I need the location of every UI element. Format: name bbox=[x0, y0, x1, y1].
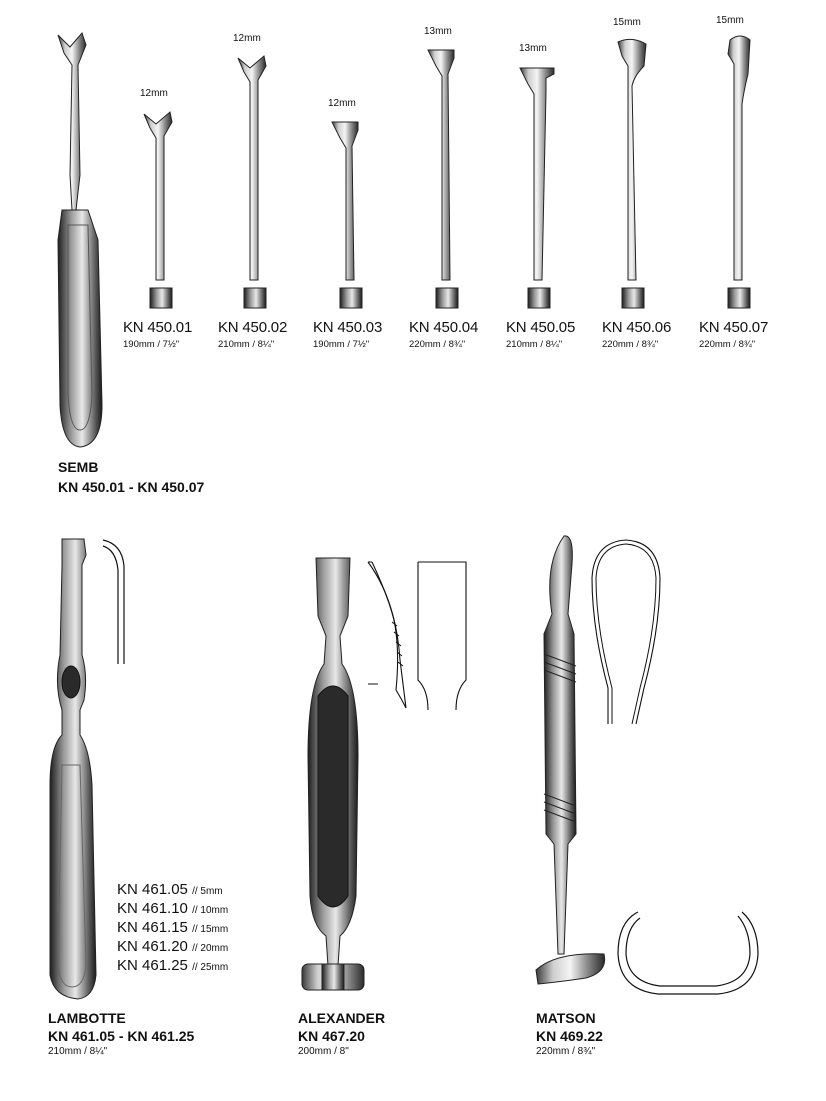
semb-elevator-base bbox=[436, 288, 458, 308]
semb-tip-size: 15mm bbox=[716, 15, 744, 26]
lambotte-option: KN 461.25 // 25mm bbox=[117, 957, 229, 974]
semb-title: SEMB bbox=[58, 459, 99, 475]
semb-item-length: 190mm / 7½" bbox=[313, 339, 370, 350]
semb-elevator-shaft bbox=[332, 122, 358, 280]
semb-item-length: 220mm / 8¾" bbox=[699, 339, 756, 350]
semb-tip-size: 13mm bbox=[424, 26, 452, 37]
semb-elevator-illustration bbox=[718, 34, 762, 310]
lambotte-option: KN 461.20 // 20mm bbox=[117, 938, 229, 955]
semb-item-code: KN 450.02 bbox=[218, 319, 288, 336]
alexander-code: KN 467.20 bbox=[298, 1028, 365, 1044]
semb-elevator-illustration bbox=[330, 118, 374, 310]
semb-elevator-shaft bbox=[520, 68, 554, 280]
semb-item-length: 220mm / 8¾" bbox=[602, 339, 659, 350]
semb-elevator-base bbox=[340, 288, 362, 308]
semb-tip-size: 12mm bbox=[140, 88, 168, 99]
semb-elevator-base bbox=[728, 288, 750, 308]
semb-elevator-illustration bbox=[612, 36, 656, 310]
semb-tip-size: 12mm bbox=[233, 33, 261, 44]
alexander-illustration bbox=[296, 556, 370, 998]
alexander-profile-drawing bbox=[366, 560, 410, 712]
semb-tip-size: 13mm bbox=[519, 43, 547, 54]
semb-item-code: KN 450.06 bbox=[602, 319, 672, 336]
lambotte-option: KN 461.15 // 15mm bbox=[117, 919, 229, 936]
alexander-length: 200mm / 8" bbox=[298, 1046, 349, 1057]
semb-handle-illustration bbox=[40, 25, 120, 455]
semb-elevator-shaft bbox=[728, 36, 750, 280]
semb-elevator-shaft bbox=[238, 56, 266, 280]
matson-hook-drawing bbox=[614, 908, 764, 1000]
semb-tip-size: 15mm bbox=[613, 17, 641, 28]
semb-elevator-base bbox=[528, 288, 550, 308]
semb-item-code: KN 450.07 bbox=[699, 319, 769, 336]
semb-elevator-shaft bbox=[144, 112, 172, 280]
semb-item-code: KN 450.05 bbox=[506, 319, 576, 336]
semb-item-length: 220mm / 8¾" bbox=[409, 339, 466, 350]
semb-item-length: 210mm / 8¼" bbox=[218, 339, 275, 350]
lambotte-title: LAMBOTTE bbox=[48, 1010, 126, 1026]
semb-elevator-illustration bbox=[140, 108, 184, 310]
semb-item-code: KN 450.04 bbox=[409, 319, 479, 336]
matson-code: KN 469.22 bbox=[536, 1028, 603, 1044]
semb-range: KN 450.01 - KN 450.07 bbox=[58, 479, 205, 495]
matson-length: 220mm / 8¾" bbox=[536, 1046, 596, 1057]
semb-elevator-base bbox=[622, 288, 644, 308]
semb-item-code: KN 450.03 bbox=[313, 319, 383, 336]
semb-item-length: 190mm / 7½" bbox=[123, 339, 180, 350]
alexander-blade-drawing bbox=[416, 560, 470, 712]
lambotte-profile-drawing bbox=[100, 536, 140, 668]
alexander-title: ALEXANDER bbox=[298, 1010, 386, 1026]
semb-elevator-shaft bbox=[618, 39, 646, 280]
semb-item-length: 210mm / 8¼" bbox=[506, 339, 563, 350]
semb-tip-size: 12mm bbox=[328, 98, 356, 109]
lambotte-option: KN 461.10 // 10mm bbox=[117, 900, 229, 917]
lambotte-length: 210mm / 8¼" bbox=[48, 1046, 108, 1057]
semb-elevator-shaft bbox=[428, 50, 454, 280]
semb-elevator-illustration bbox=[234, 52, 278, 310]
lambotte-range: KN 461.05 - KN 461.25 bbox=[48, 1028, 195, 1044]
semb-elevator-base bbox=[150, 288, 172, 308]
lambotte-option: KN 461.05 // 5mm bbox=[117, 881, 223, 898]
matson-top-drawing bbox=[590, 538, 662, 728]
semb-item-code: KN 450.01 bbox=[123, 319, 193, 336]
matson-title: MATSON bbox=[536, 1010, 596, 1026]
semb-elevator-base bbox=[244, 288, 266, 308]
semb-elevator-illustration bbox=[426, 46, 470, 310]
semb-elevator-illustration bbox=[518, 64, 562, 310]
